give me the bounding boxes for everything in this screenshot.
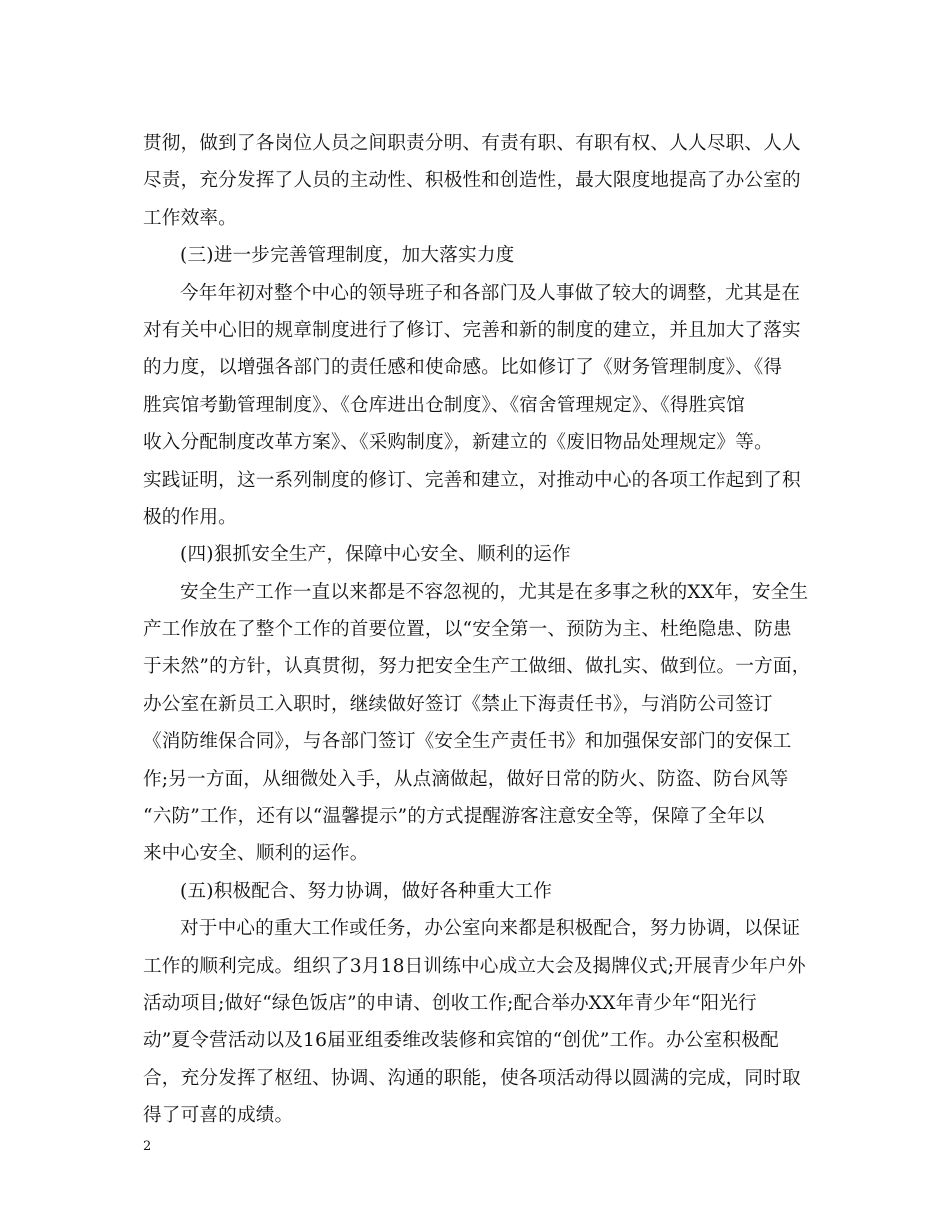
text-line: 尽责，充分发挥了人员的主动性、积极性和创造性，最大限度地提高了办公室的 (143, 170, 801, 192)
text-line: 胜宾馆考勤管理制度》、《仓库进出仓制度》、《宿舍管理规定》、《得胜宾馆 (143, 394, 745, 416)
text-line: 的力度，以增强各部门的责任感和使命感。比如修订了《财务管理制度》、《得 (143, 357, 783, 379)
text-line: 产工作放在了整个工作的首要位置，以“安全第一、预防为主、杜绝隐患、防患 (143, 619, 792, 641)
text-line: 对有关中心旧的规章制度进行了修订、完善和新的制度的建立，并且加大了落实 (143, 319, 801, 341)
text-line: 来中心安全、顺利的运作。 (143, 843, 369, 865)
text-line: 安全生产工作一直以来都是不容忽视的，尤其是在多事之秋的XX年，安全生 (180, 581, 809, 603)
text-line: 今年年初对整个中心的领导班子和各部门及人事做了较大的调整，尤其是在 (180, 282, 801, 304)
section-heading: (三)进一步完善管理制度，加大落实力度 (180, 245, 515, 267)
text-line: 得了可喜的成绩。 (143, 1105, 294, 1127)
text-line: 合，充分发挥了枢纽、协调、沟通的职能，使各项活动得以圆满的完成，同时取 (143, 1067, 801, 1089)
text-line: 极的作用。 (143, 506, 237, 528)
text-line: 工作的顺利完成。组织了3月18日训练中心成立大会及揭牌仪式;开展青少年户外 (143, 955, 806, 977)
text-line: 实践证明，这一系列制度的修订、完善和建立，对推动中心的各项工作起到了积 (143, 469, 801, 491)
text-line: 贯彻，做到了各岗位人员之间职责分明、有责有职、有职有权、人人尽职、人人 (143, 133, 801, 154)
text-line: 工作效率。 (143, 207, 237, 229)
page-number: 2 (143, 1139, 152, 1154)
section-heading: (五)积极配合、努力协调，做好各种重大工作 (180, 880, 552, 902)
text-line: 于未然”的方针，认真贯彻，努力把安全生产工做细、做扎实、做到位。一方面， (143, 656, 811, 678)
text-line: 收入分配制度改革方案》、《采购制度》，新建立的《废旧物品处理规定》等。 (143, 432, 773, 454)
text-line: 作;另一方面，从细微处入手，从点滴做起，做好日常的防火、防盗、防台风等 (143, 768, 789, 790)
text-line: “六防”工作，还有以“温馨提示”的方式提醒游客注意安全等，保障了全年以 (143, 806, 765, 828)
text-line: 《消防维保合同》，与各部门签订《安全生产责任书》和加强保安部门的安保工 (143, 731, 792, 753)
text-line: 对于中心的重大工作或任务，办公室向来都是积极配合，努力协调，以保证 (180, 918, 801, 940)
text-line: 活动项目;做好“绿色饭店”的申请、创收工作;配合举办XX年青少年“阳光行 (143, 992, 757, 1014)
document-body (143, 125, 811, 1135)
section-heading: (四)狠抓安全生产，保障中心安全、顺利的运作 (180, 544, 571, 566)
text-line: 动”夏令营活动以及16届亚组委维改装修和宾馆的“创优”工作。办公室积极配 (143, 1030, 779, 1052)
text-line: 办公室在新员工入职时，继续做好签订《禁止下海责任书》，与消防公司签订 (143, 693, 773, 715)
